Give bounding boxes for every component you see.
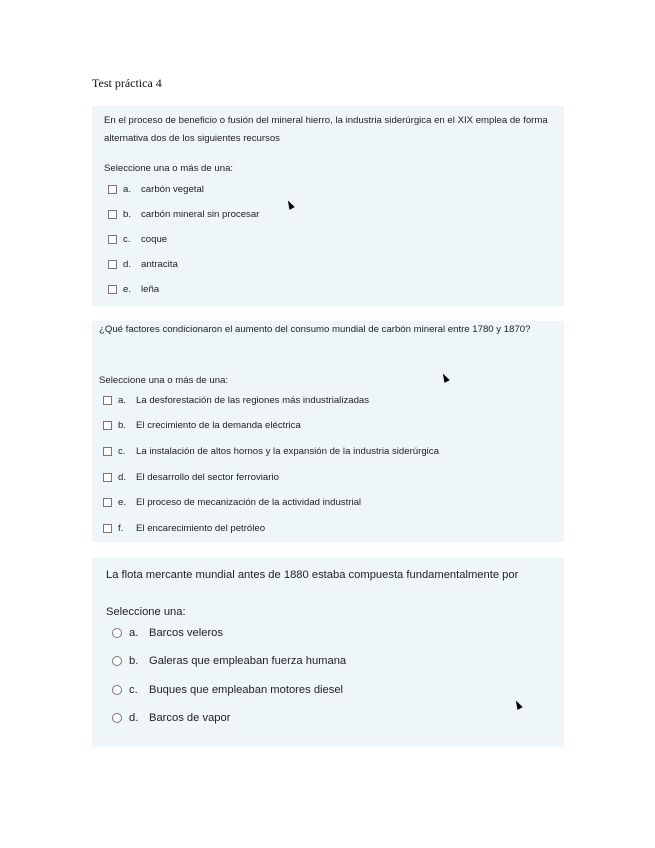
option-label: El encarecimiento del petróleo [136,523,266,534]
selection-prompt: Seleccione una: [106,606,186,618]
checkbox[interactable] [103,396,112,405]
option-letter: e. [118,497,127,508]
option-label: El proceso de mecanización de la actividad industrial [136,497,362,508]
checkbox[interactable] [108,260,117,269]
option-e[interactable] [103,497,361,508]
option-letter: c. [118,446,126,457]
option-b[interactable] [103,420,301,431]
question-text: La flota mercante mundial antes de 1880 estaba compuesta fundamentalmente por [106,569,519,581]
option-letter: d. [118,472,127,483]
question-text: ¿Qué factores condicionaron el aumento del consumo mundial de carbón mineral entre 1780 y 1870? [99,324,531,335]
option-c[interactable] [103,446,439,457]
option-f[interactable] [103,523,265,534]
checkbox[interactable] [103,447,112,456]
checkbox[interactable] [103,498,112,507]
page-title: Test práctica 4 [92,76,162,90]
question-1 [92,106,564,306]
option-label: Galeras que empleaban fuerza humana [149,655,347,667]
option-label: La instalación de altos hornos y la expansión de la industria siderúrgica [136,446,439,457]
option-letter: c. [129,684,138,696]
option-a[interactable] [103,395,369,406]
radio-button[interactable] [112,713,122,723]
selection-prompt: Seleccione una o más de una: [99,375,229,386]
checkbox[interactable] [108,185,117,194]
radio-button[interactable] [112,628,122,638]
checkbox[interactable] [108,285,117,294]
checkbox[interactable] [108,235,117,244]
option-label: carbón vegetal [141,184,204,195]
option-label: antracita [141,259,178,270]
option-a[interactable] [108,184,204,195]
option-d[interactable] [112,712,230,724]
option-letter: b. [118,420,127,431]
radio-button[interactable] [112,656,122,666]
checkbox[interactable] [103,473,112,482]
option-b[interactable] [108,209,259,220]
option-letter: a. [123,184,132,195]
question-text: En el proceso de beneficio o fusión del mineral hierro, la industria siderúrgica en el XIX emplea de forma alternativa dos de los siguientes recursos [104,115,548,144]
option-c[interactable] [112,684,343,696]
selection-prompt: Seleccione una o más de una: [104,163,234,174]
option-e[interactable] [108,284,159,295]
option-label: leña [141,284,160,295]
question-2 [92,321,564,542]
option-letter: b. [123,209,132,220]
checkbox[interactable] [108,210,117,219]
checkbox[interactable] [103,524,112,533]
option-label: coque [141,234,168,245]
option-label: El desarrollo del sector ferroviario [136,472,279,483]
option-a[interactable] [112,627,223,639]
option-b[interactable] [112,655,346,667]
option-c[interactable] [108,234,167,245]
option-d[interactable] [108,259,178,270]
checkbox[interactable] [103,421,112,430]
option-label: Barcos de vapor [149,712,231,724]
option-letter: a. [118,395,127,406]
option-letter: a. [129,627,139,639]
option-label: Barcos veleros [149,627,223,639]
option-letter: e. [123,284,132,295]
option-label: carbón mineral sin procesar [141,209,260,220]
option-letter: f. [118,523,124,534]
option-label: El crecimiento de la demanda eléctrica [136,420,301,431]
option-letter: b. [129,655,139,667]
option-letter: c. [123,234,131,245]
option-letter: d. [129,712,139,724]
question-3 [92,558,564,747]
option-label: La desforestación de las regiones más industrializadas [136,395,370,406]
option-letter: d. [123,259,132,270]
option-d[interactable] [103,472,279,483]
option-label: Buques que empleaban motores diesel [149,684,344,696]
radio-button[interactable] [112,685,122,695]
